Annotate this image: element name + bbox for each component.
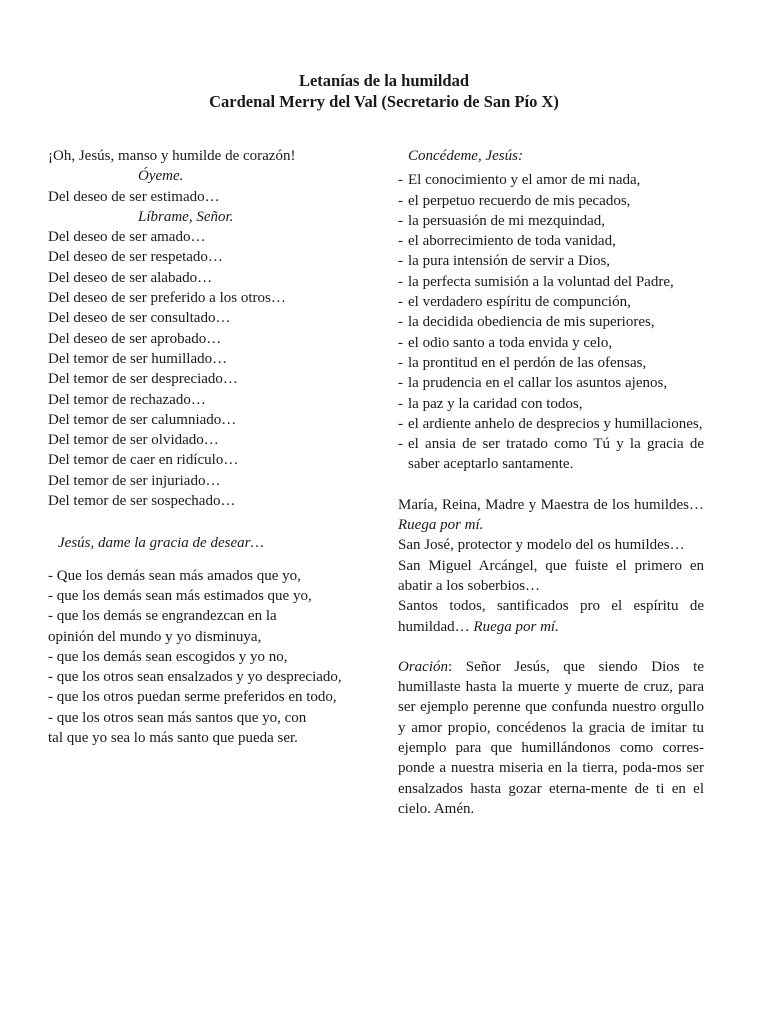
desire-line: - que los otros sean ensalzados y yo despreciado, [48, 669, 342, 686]
invocation-miguel: San Miguel Arcángel, que fuiste el primero en abatir a los soberbios… [398, 557, 704, 594]
grace-item: - la prudencia en el callar los asuntos ajenos, [398, 375, 668, 392]
petition-line: Del temor de ser humillado… [48, 350, 228, 367]
page-subtitle: Cardenal Merry del Val (Secretario de San Pío X) [209, 92, 559, 111]
desear-heading: Jesús, dame la gracia de desear… [58, 535, 264, 552]
grace-item: - el ardiente anhelo de desprecios y humillaciones, [398, 415, 703, 432]
desire-line: opinión del mundo y yo disminuya, [48, 628, 262, 645]
petition-line: Del temor de rechazado… [48, 391, 206, 408]
ruega-response: Ruega por mí. [398, 517, 484, 534]
grace-item: - la prontitud en el perdón de las ofensas, [398, 354, 647, 371]
petition-line: Del deseo de ser alabado… [48, 269, 213, 286]
invocation-maria: María, Reina, Madre y Maestra de los humildes… Ruega por mí. [398, 496, 704, 534]
response-librame: Líbrame, Señor. [138, 208, 234, 225]
response-oyeme: Óyeme. [138, 168, 184, 185]
desire-line: - que los demás sean más estimados que yo, [48, 587, 312, 604]
petition-line: Del deseo de ser respetado… [48, 249, 223, 266]
desire-line: - que los otros sean más santos que yo, con [48, 709, 307, 726]
ruega-response: Ruega por mí. [473, 618, 559, 635]
desire-line: - que los demás sean escogidos y yo no, [48, 648, 288, 665]
oracion-paragraph: Oración: Señor Jesús, que siendo Dios te humillaste hasta la muerte y muerte de cruz, para ser ejemplo perenne que confunda nuestro orgullo y amor propio, concédenos la gracia de imitar tu ejemplo para que humillándonos como corres-ponde a nuestra miseria en la tierra, poda-mos ser ensalzados hasta gozar eterna-mente de ti en el cielo. Amén. [398, 658, 704, 817]
grace-item: - El conocimiento y el amor de mi nada, [398, 172, 641, 189]
grace-item: - la paz y la caridad con todos, [398, 395, 583, 412]
invocation-santos: Santos todos, santificados pro el espíritu de humildad… Ruega por mí. [398, 598, 704, 635]
grace-item: - el aborrecimiento de toda vanidad, [398, 233, 616, 250]
grace-item: - el verdadero espíritu de compunción, [398, 294, 631, 311]
petition-line: Del deseo de ser preferido a los otros… [48, 290, 286, 307]
page-title: Letanías de la humildad [298, 71, 470, 90]
desire-line: - Que los demás sean más amados que yo, [48, 567, 301, 584]
right-column [398, 146, 704, 819]
petition-line: Del temor de ser calumniado… [48, 411, 237, 428]
grace-item: - la persuasión de mi mezquindad, [398, 212, 606, 229]
grace-item: - el ansia de ser tratado como Tú y la gracia de saber aceptarlo santamente. [398, 436, 704, 473]
invocation-jose: San José, protector y modelo del os humildes… [398, 537, 685, 554]
left-column [48, 146, 370, 748]
petition-line: Del temor de ser olvidado… [48, 432, 219, 449]
petition-line: Del temor de ser sospechado… [48, 493, 236, 510]
first-petition: Del deseo de ser estimado… [48, 188, 220, 205]
opening-line: ¡Oh, Jesús, manso y humilde de corazón! [48, 148, 296, 164]
petition-line: Del temor de ser despreciado… [48, 371, 238, 388]
desire-line: - que los demás se engrandezcan en la [48, 608, 277, 625]
petition-line: Del deseo de ser consultado… [48, 310, 231, 327]
grace-item: - la decidida obediencia de mis superiores, [398, 314, 655, 331]
grace-item: - la pura intensión de servir a Dios, [398, 253, 611, 270]
header [0, 70, 768, 112]
grace-item: - el odio santo a toda envida y celo, [398, 334, 613, 351]
grace-item: - el perpetuo recuerdo de mis pecados, [398, 192, 631, 209]
petition-line: Del deseo de ser amado… [48, 229, 206, 246]
concedeme-heading: Concédeme, Jesús: [408, 148, 523, 164]
grace-item: - la perfecta sumisión a la voluntad del Padre, [398, 273, 674, 290]
oracion-label: Oración [398, 658, 448, 675]
petition-line: Del deseo de ser aprobado… [48, 330, 222, 347]
desire-line: - que los otros puedan serme preferidos en todo, [48, 689, 337, 706]
petition-line: Del temor de ser injuriado… [48, 472, 221, 489]
desire-line: tal que yo sea lo más santo que pueda ser. [48, 730, 298, 747]
petition-line: Del temor de caer en ridículo… [48, 452, 239, 469]
